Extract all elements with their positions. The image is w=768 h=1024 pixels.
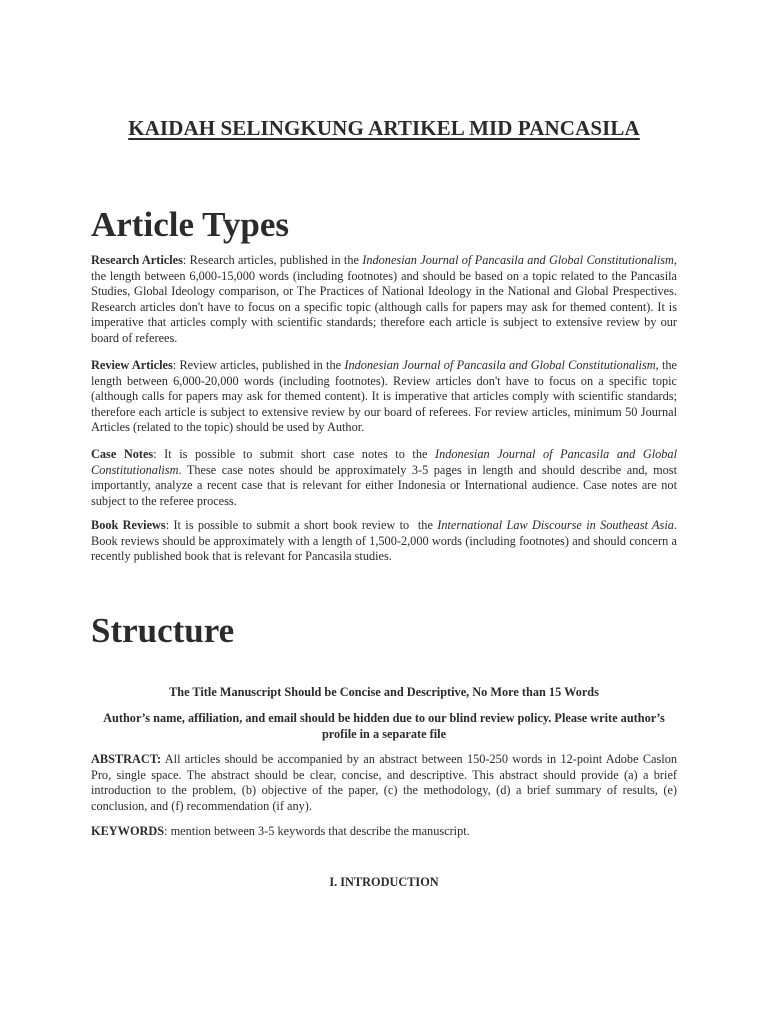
document-title: KAIDAH SELINGKUNG ARTIKEL MID PANCASILA — [128, 116, 640, 140]
review-articles-text-b: , the length between 6,000-20,000 words (including footnotes). Review articles don't have to focus on a specific topic (although calls for papers may ask for themed content). It is imperative that articles comply with scientific standards; therefore each article is subject to extensive review by our board of referees. For review articles, minimum 50 Journal Articles (related to the topic) should be used by Author. — [91, 358, 678, 435]
review-articles-journal: Indonesian Journal of Pancasila and Global Constitutionalism — [344, 358, 656, 372]
abstract-text: All articles should be accompanied by an abstract between 150-250 words in 12-point Adobe Caslon Pro, single space. The abstract should be clear, concise, and descriptive. This abstract should provide (a) a brief introduction to the problem, (b) objective of the paper, (c) the methodology, (d) a brief summary of results, (e) conclusion, and (f) recommendation (if any). — [91, 752, 677, 813]
research-articles-text-a: : Research articles, published in the — [182, 253, 363, 267]
paragraph-abstract — [91, 752, 677, 814]
paragraph-keywords — [91, 824, 677, 840]
author-rule: Author’s name, affiliation, and email should be hidden due to our blind review policy. Please write author’s profile in a separate file — [103, 711, 665, 741]
abstract-label: ABSTRACT: — [91, 752, 162, 766]
case-notes-journal: Indonesian Journal of Pancasila and Global Constitutionalism — [91, 447, 677, 477]
introduction-heading: I. INTRODUCTION — [329, 875, 439, 889]
book-reviews-journal: International Law Discourse in Southeast Asia — [437, 518, 674, 532]
book-reviews-text-b: . Book reviews should be approximately with a length of 1,500-2,000 words (including footnotes) and should concern a recently published book that is relevant for Pancasila studies. — [91, 518, 677, 564]
book-reviews-label: Book Reviews — [91, 518, 166, 532]
case-notes-label: Case Notes — [91, 447, 154, 461]
paragraph-research-articles — [91, 253, 677, 347]
review-articles-label: Review Articles — [91, 358, 173, 372]
keywords-text: : mention between 3-5 keywords that describe the manuscript. — [164, 824, 470, 838]
research-articles-label: Research Articles — [91, 253, 183, 267]
research-articles-journal: Indonesian Journal of Pancasila and Global Constitutionalism — [362, 253, 674, 267]
heading-structure: Structure — [91, 611, 235, 650]
case-notes-text-a: : It is possible to submit short case notes to the — [153, 447, 435, 461]
book-reviews-text-a: : It is possible to submit a short book review to the — [165, 518, 438, 532]
paragraph-book-reviews — [91, 518, 677, 565]
research-articles-text-b: , the length between 6,000-15,000 words (including footnotes) and should be based on a topic related to the Pancasila Studies, Global Ideology comparison, or The Practices of National Ideology in the National and Global Prespectives. Research articles don't have to focus on a specific topic (although calls for papers may ask for themed content). It is imperative that articles comply with scientific standards; therefore each article is subject to extensive review by our board of referees. — [91, 253, 677, 345]
case-notes-text-b: . These case notes should be approximately 3-5 pages in length and should describe and, most importantly, analyze a recent case that is relevant for either Indonesia or International audience. Case notes are not subject to the referee process. — [91, 462, 677, 508]
paragraph-review-articles — [91, 358, 677, 436]
review-articles-text-a: : Review articles, published in the — [172, 358, 345, 372]
paragraph-case-notes — [91, 447, 677, 509]
title-rule: The Title Manuscript Should be Concise and Descriptive, No More than 15 Words — [169, 685, 599, 699]
keywords-label: KEYWORDS — [91, 824, 165, 838]
heading-article-types: Article Types — [91, 205, 289, 244]
